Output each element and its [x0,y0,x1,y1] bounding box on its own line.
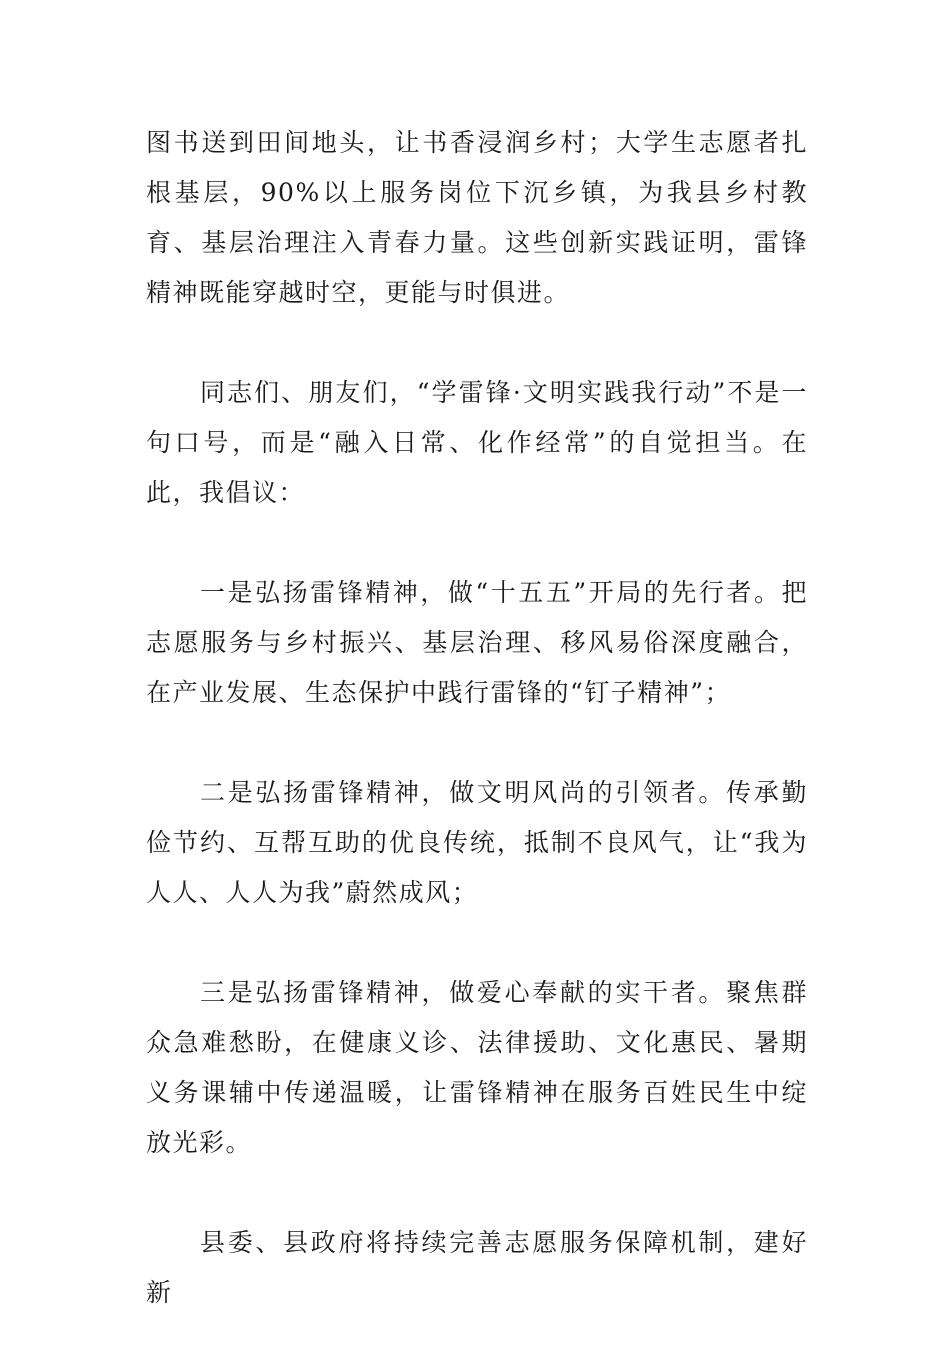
paragraph-1: 图书送到田间地头，让书香浸润乡村；大学生志愿者扎根基层，90%以上服务岗位下沉乡镇，为我县乡村教育、基层治理注入青春力量。这些创新实践证明，雷锋精神既能穿越时空，更能与时俱进。 [146,128,808,307]
paragraph-3: 一是弘扬雷锋精神，做“十五五”开局的先行者。把志愿服务与乡村振兴、基层治理、移风易俗深度融合，在产业发展、生态保护中践行雷锋的“钉子精神”； [146,578,808,707]
document-body [146,118,808,1368]
paragraph-4: 二是弘扬雷锋精神，做文明风尚的引领者。传承勤俭节约、互帮互助的优良传统，抵制不良风气，让“我为人人、人人为我”蔚然成风； [146,778,808,907]
paragraph-5: 三是弘扬雷锋精神，做爱心奉献的实干者。聚焦群众急难愁盼，在健康义诊、法律援助、文化惠民、暑期义务课辅中传递温暖，让雷锋精神在服务百姓民生中绽放光彩。 [146,978,808,1157]
paragraph-2: 同志们、朋友们，“学雷锋·文明实践我行动”不是一句口号，而是“融入日常、化作经常”的自觉担当。在此，我倡议： [146,378,808,507]
paragraph-6: 县委、县政府将持续完善志愿服务保障机制，建好新 [146,1228,808,1307]
